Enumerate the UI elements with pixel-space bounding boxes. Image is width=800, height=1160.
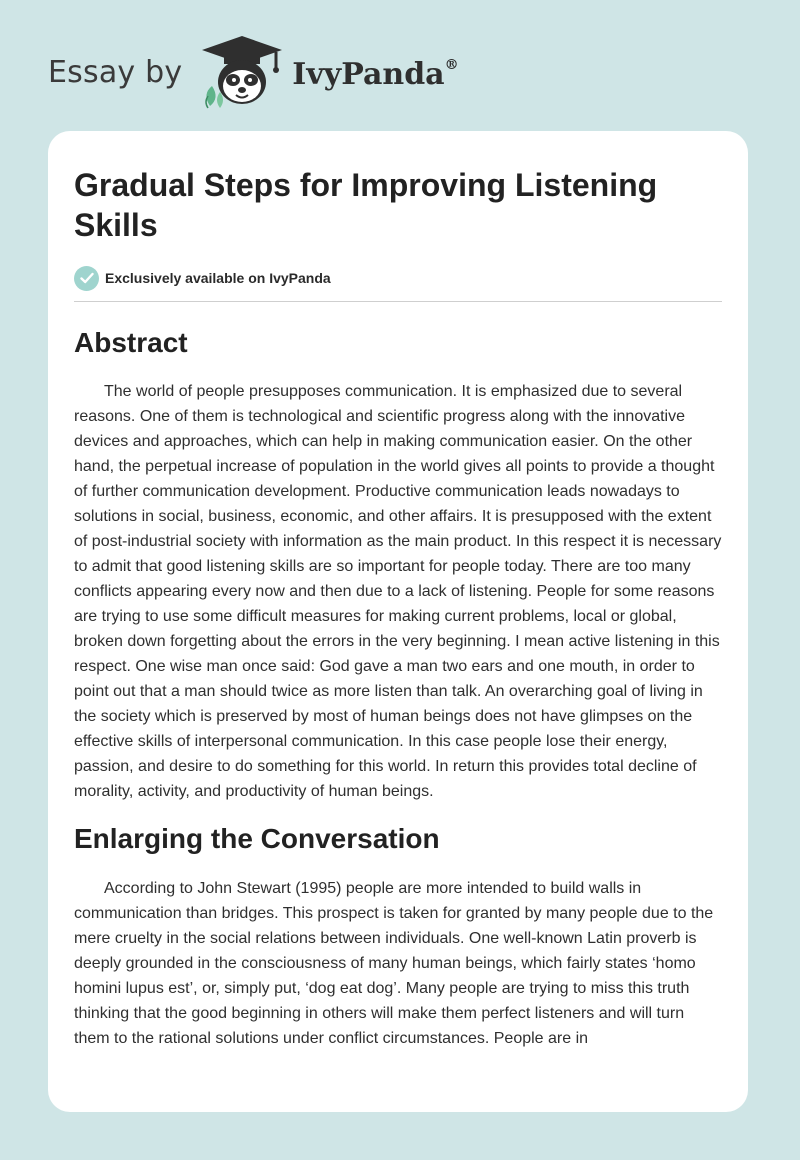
section-paragraph-abstract: The world of people presupposes communication. It is emphasized due to several reasons. One of them is technological and scientific progress along with the innovative devices and approaches, which can help in making communication easier. On the other hand, the perpetual increase of population in the world gives all points to provide a thought of further communication development. Productive communication leads nowadays to solutions in social, business, economic, and other affairs. It is presupposed with the extent of post-industrial society with information as the main product. In this respect it is necessary to admit that good listening skills are so important for people today. There are too many conflicts appearing every now and then due to a lack of listening. People for some reasons are trying to use some difficult measures for making current problems, local or global, broken down forgetting about the errors in the very beginning. I mean active listening in this respect. One wise man once said: God gave a man two ears and one mouth, in order to point out that a man should twice as more listen than talk. An overarching goal of living in the society which is preserved by most of human beings does not have glimpses on the effective skills of interpersonal communication. In this case people lose their energy, passion, and desire to do something for this world. In return this provides total decline of morality, activity, and productivity of human beings.	[74, 383, 722, 800]
registered-mark: ®	[444, 56, 459, 73]
brand-name: IvyPanda®	[292, 56, 459, 92]
essay-title: Gradual Steps for Improving Listening Skills	[74, 167, 658, 243]
section-heading-abstract: Abstract	[74, 327, 188, 358]
exclusive-label: Exclusively available on IvyPanda	[105, 270, 331, 286]
check-icon	[74, 266, 99, 291]
section-paragraph-enlarging: According to John Stewart (1995) people are more intended to build walls in communication than bridges. This prospect is taken for granted by many people due to the mere cruelty in the social relations between individuals. One well-known Latin proverb is deeply grounded in the consciousness of many human beings, which fairly states ‘homo homini lupus est’, or, simply put, ‘dog eat dog’. Many people are trying to miss this truth thinking that the good beginning in others will make them perfect listeners and will turn them to the rational solutions under conflict circumstances. People are in	[74, 880, 714, 1047]
panda-graduate-icon	[198, 34, 286, 110]
essay-by-label: Essay by	[48, 54, 183, 90]
title-divider	[74, 301, 722, 302]
section-heading-enlarging: Enlarging the Conversation	[74, 823, 440, 854]
site-header	[48, 32, 459, 112]
ivypanda-logo[interactable]	[198, 34, 458, 110]
exclusive-badge	[74, 265, 722, 291]
essay-card	[48, 131, 748, 1112]
